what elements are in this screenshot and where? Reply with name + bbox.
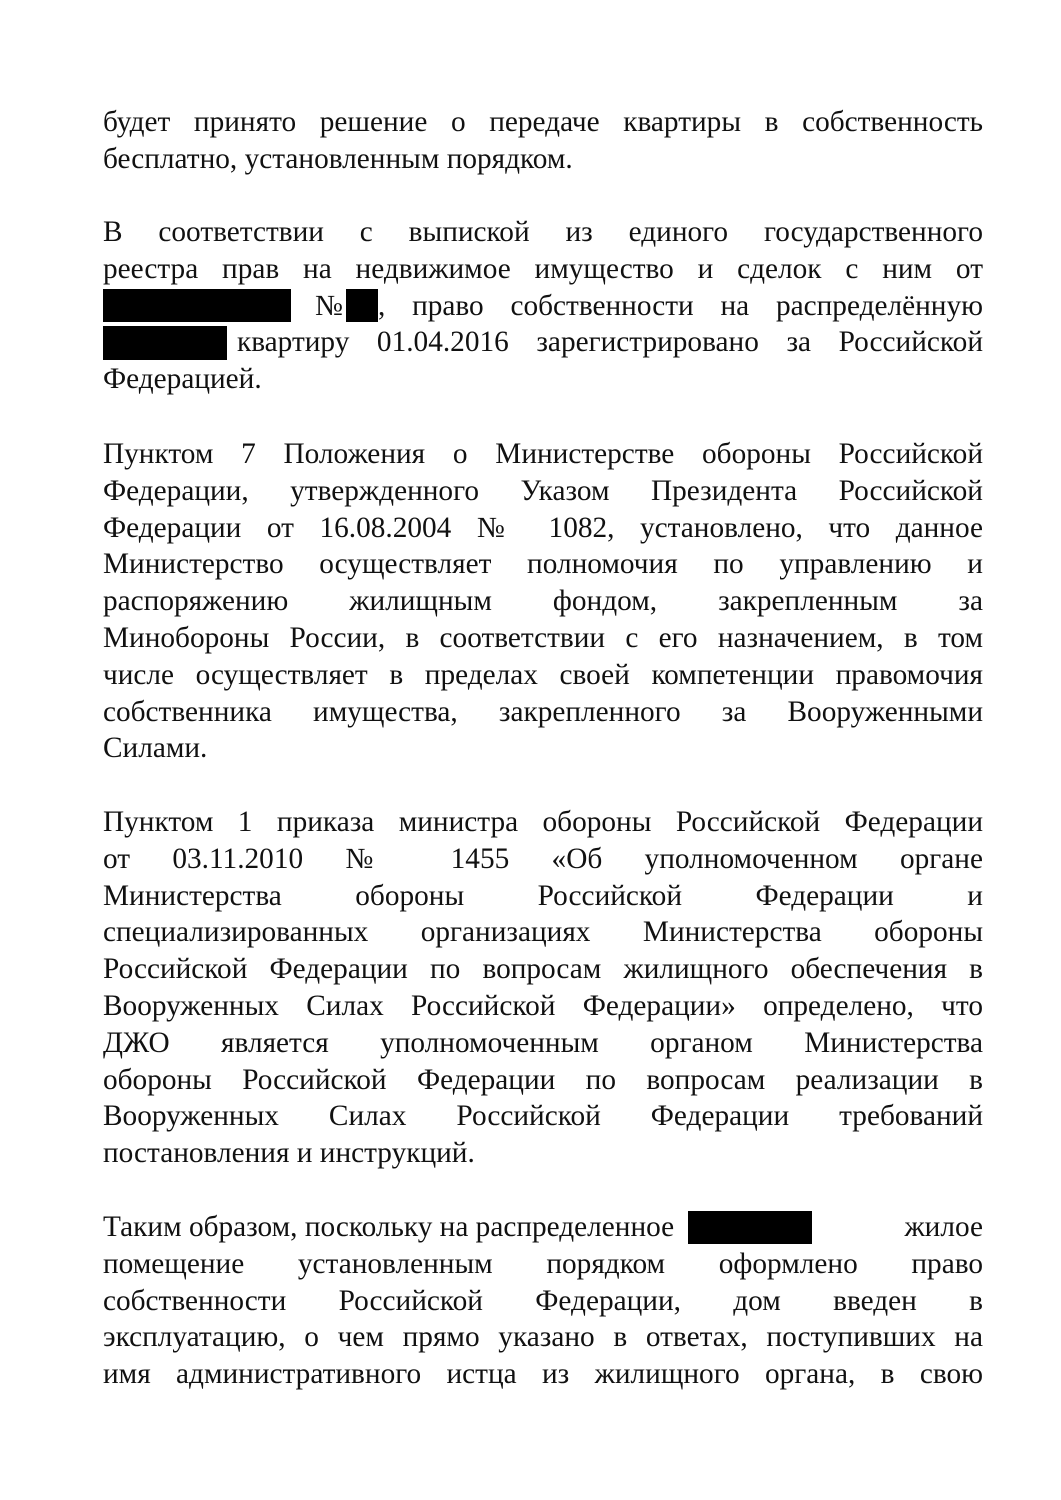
paragraph-line: имя административного истца из жилищного органа, в свою	[103, 1358, 983, 1391]
paragraph-line: собственности Российской Федерации, дом введен в	[103, 1284, 983, 1317]
paragraph-4	[103, 804, 983, 1172]
paragraph-line-head: Таким образом, поскольку на распределенное	[103, 1211, 675, 1243]
paragraph-line-with-redactions	[103, 324, 983, 361]
paragraph-line: Федерацией.	[103, 363, 262, 396]
paragraph-line: от 03.11.2010 № 1455 «Об уполномоченном органе	[103, 842, 983, 875]
paragraph-line-tail: , право собственности на распределённую	[377, 289, 983, 322]
paragraph-line: Минобороны России, в соответствии с его назначением, в том	[103, 621, 983, 654]
paragraph-line: эксплуатацию, о чем прямо указано в ответах, поступивших на	[103, 1321, 983, 1354]
paragraph-line: Федерации от 16.08.2004 № 1082, установлено, что данное	[103, 511, 983, 544]
paragraph-line: В соответствии с выпиской из единого государственного	[103, 216, 983, 248]
paragraph-line: будет принято решение о передаче квартиры в собственность	[103, 106, 983, 138]
paragraph-line: распоряжению жилищным фондом, закрепленным за	[103, 585, 983, 618]
paragraph-line: бесплатно, установленным порядком.	[103, 142, 573, 175]
paragraph-line-tail: жилое	[904, 1211, 983, 1243]
paragraph-line: специализированных организациях Министерства обороны	[103, 916, 983, 949]
paragraph-line-with-redactions	[103, 288, 983, 325]
paragraph-line: Российской Федерации по вопросам жилищного обеспечения в	[103, 953, 983, 986]
redaction-block	[103, 326, 227, 360]
paragraph-5	[103, 1209, 983, 1393]
paragraph-line: Пунктом 7 Положения о Министерстве обороны Российской	[103, 438, 983, 470]
paragraph-line: помещение установленным порядком оформлено право	[103, 1247, 983, 1280]
paragraph-line: ДЖО является уполномоченным органом Министерства	[103, 1026, 983, 1059]
paragraph-line: Пунктом 1 приказа министра обороны Российской Федерации	[103, 806, 983, 838]
redaction-block	[688, 1211, 812, 1244]
paragraph-line: собственника имущества, закрепленного за Вооруженными	[103, 695, 983, 728]
number-sign: №	[315, 289, 343, 322]
paragraph-line: обороны Российской Федерации по вопросам реализации в	[103, 1063, 983, 1096]
paragraph-line: Министерства обороны Российской Федерации и	[103, 879, 983, 912]
redaction-block	[103, 289, 291, 322]
paragraph-line: Федерации, утвержденного Указом Президента Российской	[103, 474, 983, 507]
paragraph-line: постановления и инструкций.	[103, 1137, 475, 1170]
paragraph-line: Силами.	[103, 732, 208, 765]
paragraph-line-with-redactions	[103, 1209, 983, 1246]
paragraph-line-tail: квартиру 01.04.2016 зарегистрировано за Российской	[237, 326, 983, 359]
paragraph-line: числе осуществляет в пределах своей компетенции правомочия	[103, 658, 983, 691]
paragraph-3	[103, 436, 983, 767]
paragraph-line: Вооруженных Силах Российской Федерации требований	[103, 1100, 983, 1133]
paragraph-1	[103, 104, 983, 178]
paragraph-2	[103, 214, 983, 398]
paragraph-line: Вооруженных Силах Российской Федерации» определено, что	[103, 989, 983, 1022]
redaction-block	[346, 289, 378, 322]
paragraph-line: реестра прав на недвижимое имущество и сделок с ним от	[103, 252, 983, 285]
paragraph-line: Министерство осуществляет полномочия по управлению и	[103, 548, 983, 581]
